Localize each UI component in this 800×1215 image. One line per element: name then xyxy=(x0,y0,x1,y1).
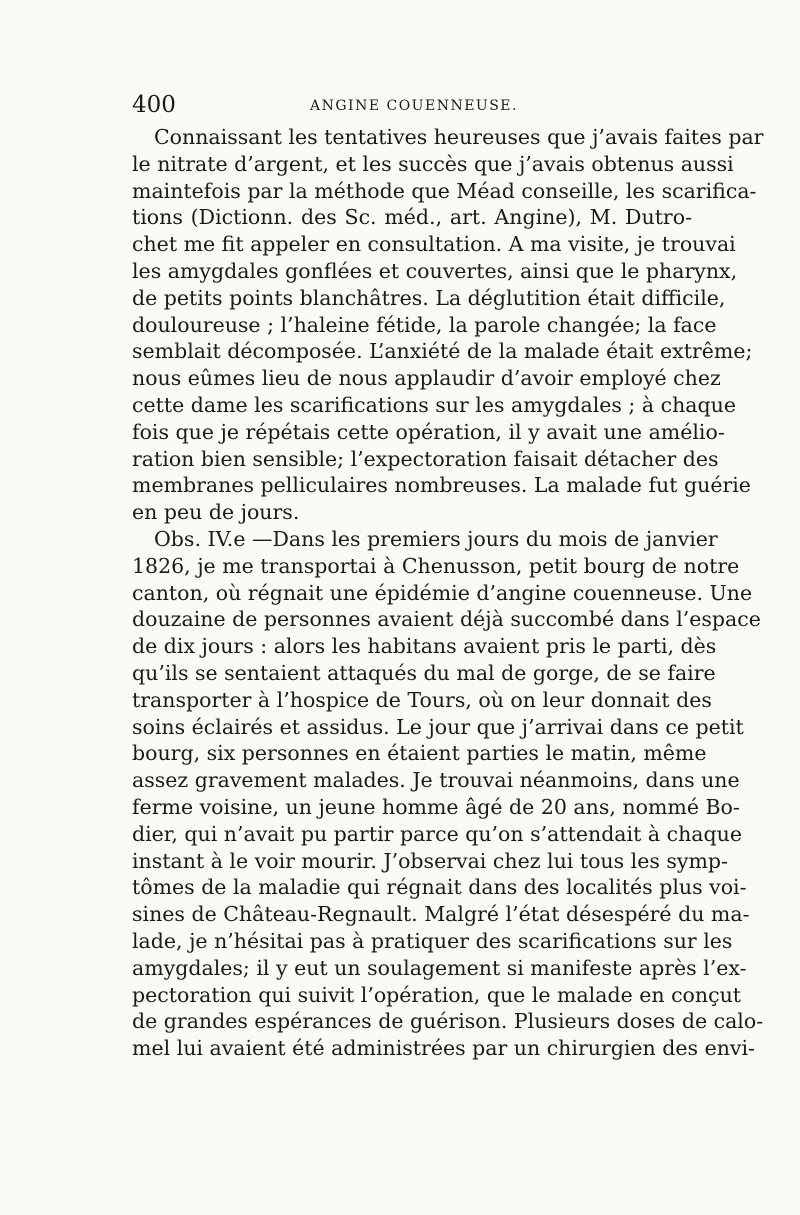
text-line: Obs. IV.e —Dans les premiers jours du mois de janvier xyxy=(154,526,718,551)
text-line: Connaissant les tentatives heureuses que j’avais faites par xyxy=(154,125,764,149)
text-line: ferme voisine, un jeune homme âgé de 20 ans, nommé Bo- xyxy=(132,794,740,819)
text-line: cette dame les scarifications sur les amygdales ; à chaque xyxy=(132,392,736,417)
page-number: 400 xyxy=(132,92,176,118)
running-head: ANGINE COUENNEUSE. xyxy=(310,98,518,114)
text-line: amygdales; il y eut un soulagement si manifeste après l’ex- xyxy=(132,955,747,980)
text-line: semblait décomposée. L’anxiété de la malade était extrême; xyxy=(132,339,753,364)
text-line: nous eûmes lieu de nous applaudir d’avoir employé chez xyxy=(132,366,721,391)
text-line: de grandes espérances de guérison. Plusieurs doses de calo- xyxy=(132,1009,764,1034)
text-line: sines de Château-Regnault. Malgré l’état désespéré du ma- xyxy=(132,902,750,927)
body-text xyxy=(132,124,764,1062)
text-line: de dix jours : alors les habitans avaient pris le parti, dès xyxy=(132,634,717,659)
text-line: en peu de jours. xyxy=(132,500,300,525)
text-line: tions (Dictionn. des Sc. méd., art. Angine), M. Dutro- xyxy=(132,205,692,230)
text-line: instant à le voir mourir. J’observai chez lui tous les symp- xyxy=(132,848,728,873)
text-line: canton, où régnait une épidémie d’angine couenneuse. Une xyxy=(132,580,753,605)
book-page xyxy=(132,92,764,1062)
text-line: tômes de la maladie qui régnait dans des localités plus voi- xyxy=(132,875,747,900)
text-line: ration bien sensible; l’expectoration faisait détacher des xyxy=(132,446,719,471)
text-line: soins éclairés et assidus. Le jour que j’arrivai dans ce petit xyxy=(132,714,744,739)
text-line: maintefois par la méthode que Méad conseille, les scarifica- xyxy=(132,178,757,203)
text-line: transporter à l’hospice de Tours, où on leur donnait des xyxy=(132,687,712,712)
text-line: le nitrate d’argent, et les succès que j’avais obtenus aussi xyxy=(132,151,734,176)
text-line: membranes pelliculaires nombreuses. La malade fut guérie xyxy=(132,473,751,498)
text-line: 1826, je me transportai à Chenusson, petit bourg de notre xyxy=(132,553,740,578)
text-line: de petits points blanchâtres. La déglutition était difficile, xyxy=(132,285,726,310)
text-line: pectoration qui suivit l’opération, que le malade en conçut xyxy=(132,982,742,1007)
text-line: mel lui avaient été administrées par un chirurgien des envi- xyxy=(132,1036,755,1061)
text-line: fois que je répétais cette opération, il y avait une amélio- xyxy=(132,419,725,444)
text-line: dier, qui n’avait pu partir parce qu’on s’attendait à chaque xyxy=(132,821,742,846)
text-line: assez gravement malades. Je trouvai néanmoins, dans une xyxy=(132,768,740,793)
text-line: lade, je n’hésitai pas à pratiquer des scarifications sur les xyxy=(132,928,733,953)
text-line: douzaine de personnes avaient déjà succombé dans l’espace xyxy=(132,607,761,632)
text-line: bourg, six personnes en étaient parties le matin, même xyxy=(132,741,707,766)
text-line: les amygdales gonflées et couvertes, ainsi que le pharynx, xyxy=(132,258,738,283)
text-line: douloureuse ; l’haleine fétide, la parole changée; la face xyxy=(132,312,717,337)
text-line: qu’ils se sentaient attaqués du mal de gorge, de se faire xyxy=(132,660,716,685)
page-header xyxy=(132,92,692,122)
text-line: chet me fit appeler en consultation. A ma visite, je trouvai xyxy=(132,232,736,257)
